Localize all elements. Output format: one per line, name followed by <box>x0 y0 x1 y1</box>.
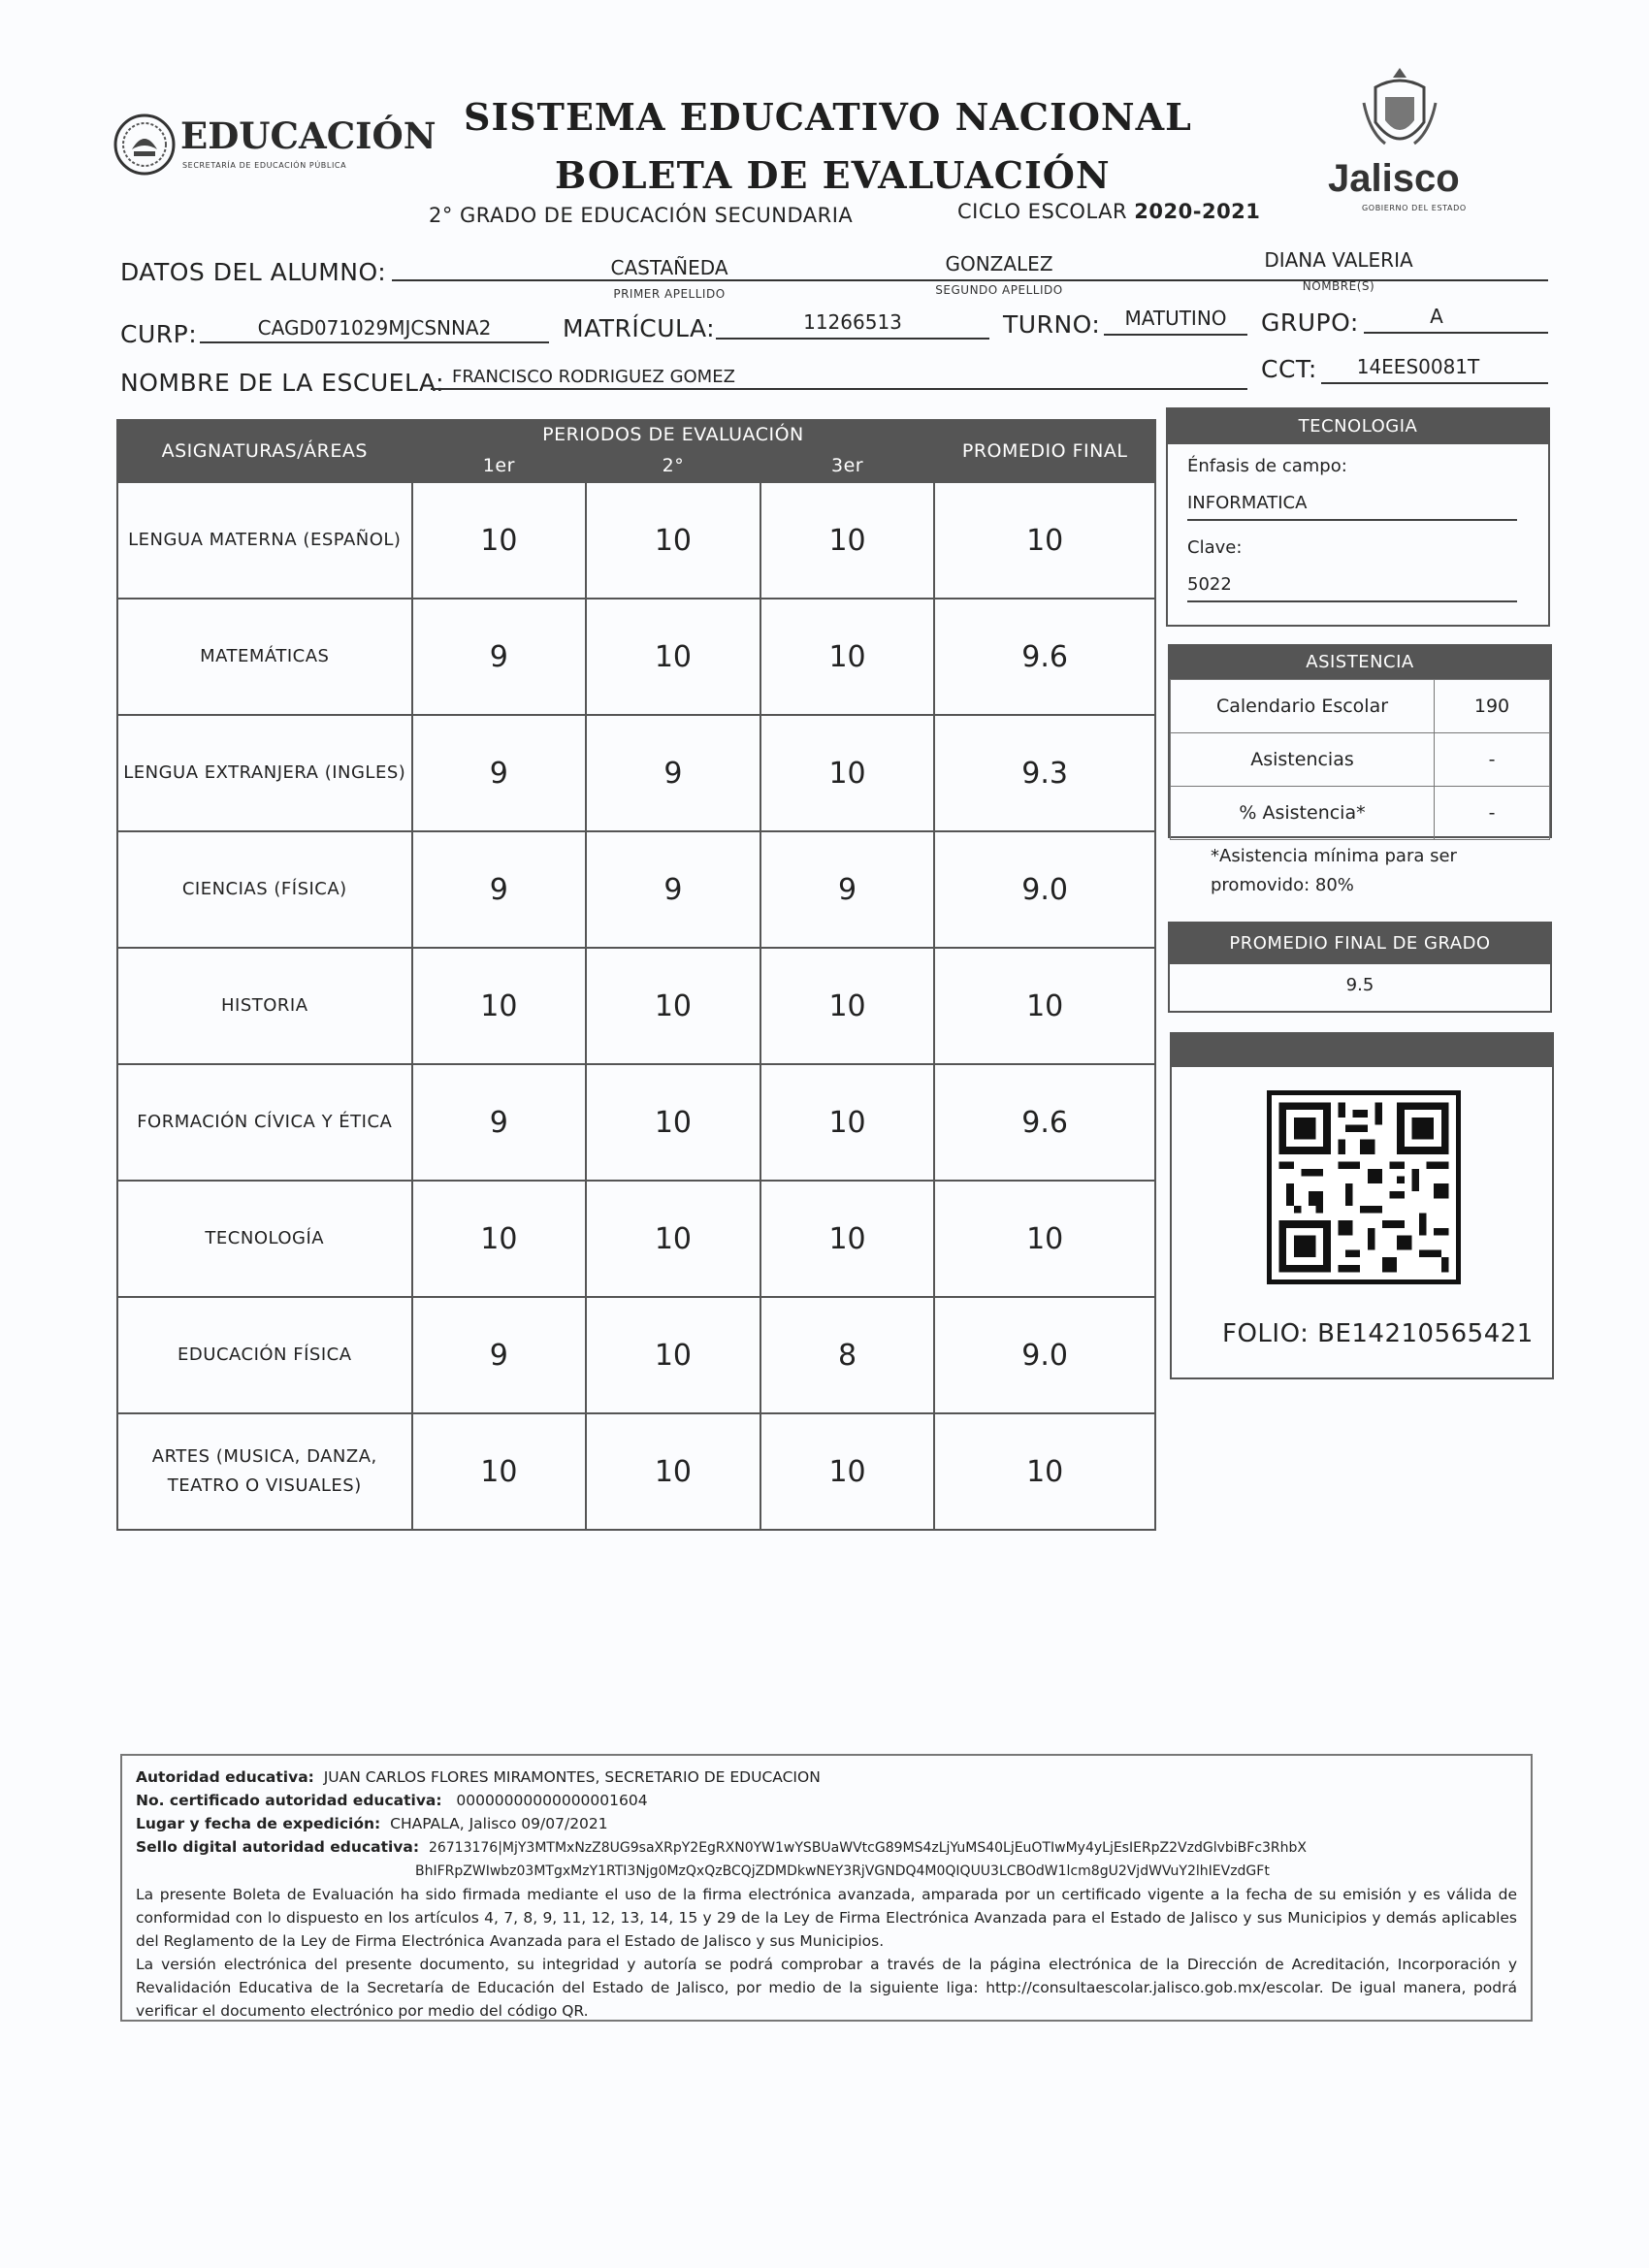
subject-name: LENGUA MATERNA (ESPAÑOL) <box>117 482 412 599</box>
attendance-row-value: - <box>1435 733 1550 787</box>
grade-period-1: 9 <box>412 599 587 715</box>
grupo-value: A <box>1430 305 1443 328</box>
final-average: 10 <box>934 948 1155 1064</box>
final-average: 9.0 <box>934 831 1155 948</box>
attendance-box-title: ASISTENCIA <box>1170 646 1550 679</box>
signature-footer <box>120 1754 1533 2022</box>
grade-period-1: 10 <box>412 482 587 599</box>
digital-seal-label: Sello digital autoridad educativa: <box>136 1838 420 1856</box>
table-row <box>1171 787 1550 840</box>
period-3-header: 3er <box>760 449 935 482</box>
mexico-eagle-seal-icon <box>113 113 177 177</box>
attendance-row-label: Calendario Escolar <box>1171 680 1435 733</box>
certificate-line <box>136 1789 1517 1812</box>
qr-code-icon <box>1272 1095 1456 1280</box>
issue-value: CHAPALA, Jalisco 09/07/2021 <box>390 1815 608 1832</box>
first-surname: CASTAÑEDA <box>610 256 728 279</box>
digital-seal-line <box>136 1835 1517 1860</box>
final-average: 10 <box>934 482 1155 599</box>
period-1-header: 1er <box>412 449 587 482</box>
grade-period-2: 9 <box>586 715 760 831</box>
grade-period-1: 10 <box>412 1413 587 1530</box>
grade-level: 2° GRADO DE EDUCACIÓN SECUNDARIA <box>429 204 854 227</box>
student-data-label: DATOS DEL ALUMNO: <box>120 258 387 286</box>
grade-period-1: 9 <box>412 715 587 831</box>
folio <box>1222 1319 1534 1348</box>
grade-period-1: 9 <box>412 831 587 948</box>
emphasis-label: Énfasis de campo: <box>1187 456 1347 476</box>
curp-label: CURP: <box>120 320 198 348</box>
grade-period-3: 10 <box>760 948 935 1064</box>
attendance-box <box>1168 644 1552 838</box>
cct-label: CCT: <box>1261 355 1317 383</box>
first-surname-label: PRIMER APELLIDO <box>613 287 726 301</box>
qr-code <box>1267 1090 1461 1284</box>
school-cycle-label: CICLO ESCOLAR <box>957 200 1128 223</box>
given-names: DIANA VALERIA <box>1264 248 1413 272</box>
school-name-label: NOMBRE DE LA ESCUELA: <box>120 369 445 397</box>
grade-period-3: 10 <box>760 1064 935 1181</box>
table-row <box>117 1413 1155 1530</box>
attendance-row-label: Asistencias <box>1171 733 1435 787</box>
jalisco-logo-subtext: GOBIERNO DEL ESTADO <box>1362 204 1467 212</box>
given-names-label: NOMBRE(S) <box>1302 279 1375 293</box>
clave-value: 5022 <box>1187 574 1517 602</box>
second-surname: GONZALEZ <box>945 252 1053 275</box>
subject-name: FORMACIÓN CÍVICA Y ÉTICA <box>117 1064 412 1181</box>
final-average: 10 <box>934 1413 1155 1530</box>
subject-name: EDUCACIÓN FÍSICA <box>117 1297 412 1413</box>
grade-period-1: 10 <box>412 948 587 1064</box>
emphasis-value: INFORMATICA <box>1187 493 1517 521</box>
cct-value: 14EES0081T <box>1356 355 1480 378</box>
grade-period-2: 10 <box>586 948 760 1064</box>
table-row <box>117 1064 1155 1181</box>
table-row <box>117 599 1155 715</box>
jalisco-logo-text: Jalisco <box>1328 157 1460 200</box>
authority-label: Autoridad educativa: <box>136 1768 314 1786</box>
sep-logo-text: EDUCACIÓN <box>180 114 436 157</box>
authority-line <box>136 1766 1517 1789</box>
grade-period-3: 10 <box>760 482 935 599</box>
table-row <box>117 715 1155 831</box>
grade-period-2: 10 <box>586 1297 760 1413</box>
grupo-label: GRUPO: <box>1261 308 1359 337</box>
technology-box-title: TECNOLOGIA <box>1168 409 1548 444</box>
authority-value: JUAN CARLOS FLORES MIRAMONTES, SECRETARIO DE EDUCACION <box>323 1768 821 1786</box>
subject-name: LENGUA EXTRANJERA (INGLES) <box>117 715 412 831</box>
grade-period-1: 9 <box>412 1064 587 1181</box>
jalisco-coat-of-arms-icon <box>1356 64 1443 157</box>
subject-name: ARTES (MUSICA, DANZA, TEATRO O VISUALES) <box>117 1413 412 1530</box>
issue-line <box>136 1812 1517 1835</box>
grade-period-2: 10 <box>586 482 760 599</box>
final-average: 9.6 <box>934 1064 1155 1181</box>
digital-seal-value-1: 26713176|MjY3MTMxNzZ8UG9saXRpY2EgRXN0YW1wYSBUaWVtcG89MS4zLjYuMS40LjEuOTIwMy4yLjEsIERpZ2VzdGlvbiBFc3RhbX <box>428 1840 1308 1856</box>
grade-period-1: 10 <box>412 1181 587 1297</box>
final-average-column-header: PROMEDIO FINAL <box>934 420 1155 482</box>
grade-period-1: 9 <box>412 1297 587 1413</box>
folio-label: FOLIO: <box>1222 1319 1310 1348</box>
certificate-value: 00000000000000001604 <box>456 1792 648 1809</box>
grade-final-average-box <box>1168 922 1552 1013</box>
school-name-value: FRANCISCO RODRIGUEZ GOMEZ <box>452 367 735 387</box>
table-row <box>117 948 1155 1064</box>
legal-paragraph-2: La versión electrónica del presente documento, su integridad y autoría se podrá comprobar a través de la página electrónica de la Dirección de Acreditación, Incorporación y Revalidación Educativa de la Secretaría de Educación del Estado de Jalisco, por medio de la siguiente liga: http://consultaescolar.jalisco.gob.mx/escolar. De igual manera, podrá verificar el documento electrónico por medio del código QR. <box>136 1956 1517 2020</box>
grade-period-3: 9 <box>760 831 935 948</box>
final-average: 9.6 <box>934 599 1155 715</box>
attendance-row-label: % Asistencia* <box>1171 787 1435 840</box>
second-surname-label: SEGUNDO APELLIDO <box>935 283 1063 297</box>
attendance-row-value: - <box>1435 787 1550 840</box>
school-cycle <box>957 200 1260 223</box>
subject-name: MATEMÁTICAS <box>117 599 412 715</box>
periods-column-header: PERIODOS DE EVALUACIÓN <box>412 420 935 449</box>
grades-table <box>116 419 1156 1531</box>
turno-label: TURNO: <box>1003 310 1101 339</box>
issue-label: Lugar y fecha de expedición: <box>136 1815 381 1832</box>
technology-box <box>1166 407 1550 627</box>
jalisco-logo <box>1319 64 1484 219</box>
grade-period-2: 10 <box>586 1064 760 1181</box>
final-average: 9.0 <box>934 1297 1155 1413</box>
qr-folio-box <box>1170 1032 1554 1379</box>
turno-value: MATUTINO <box>1124 307 1227 330</box>
period-2-header: 2° <box>586 449 760 482</box>
sep-logo <box>113 113 436 180</box>
subject-name: HISTORIA <box>117 948 412 1064</box>
certificate-label: No. certificado autoridad educativa: <box>136 1792 442 1809</box>
matricula-label: MATRÍCULA: <box>563 314 716 342</box>
grade-period-3: 10 <box>760 715 935 831</box>
grade-period-3: 10 <box>760 1181 935 1297</box>
subject-name: TECNOLOGÍA <box>117 1181 412 1297</box>
digital-seal-line-2: BhIFRpZWIwbz03MTgxMzY1RTI3Njg0MzQxQzBCQjZDMDkwNEY3RjVGNDQ4M0QIQUU3LCBOdW1lcm8gU2VjdWVuY2lhIEVzdGFt <box>415 1863 1270 1879</box>
grade-final-average-title: PROMEDIO FINAL DE GRADO <box>1170 923 1550 964</box>
grade-period-3: 10 <box>760 1413 935 1530</box>
legal-paragraph-1: La presente Boleta de Evaluación ha sido firmada mediante el uso de la firma electrónica avanzada, amparada por un certificado vigente a la fecha de su emisión y es válida de conformidad con lo dispuesto en los artículos 4, 7, 8, 9, 11, 12, 13, 14, 15 y 29 de la Ley de Firma Electrónica Avanzada para el Estado de Jalisco y sus Municipios y demás aplicables del Reglamento de la Ley de Firma Electrónica Avanzada para el Estado de Jalisco y sus Municipios. <box>136 1886 1517 1950</box>
table-row <box>117 1297 1155 1413</box>
document-title-line1: SISTEMA EDUCATIVO NACIONAL <box>464 95 1192 139</box>
table-row <box>1171 680 1550 733</box>
grade-period-3: 8 <box>760 1297 935 1413</box>
grade-period-2: 10 <box>586 1413 760 1530</box>
document-title-line2: BOLETA DE EVALUACIÓN <box>555 153 1111 197</box>
attendance-table <box>1170 679 1550 840</box>
curp-value: CAGD071029MJCSNNA2 <box>257 316 492 340</box>
matricula-value: 11266513 <box>803 310 902 334</box>
folio-value: BE14210565421 <box>1317 1319 1534 1348</box>
clave-label: Clave: <box>1187 537 1243 558</box>
grade-period-3: 10 <box>760 599 935 715</box>
table-row <box>1171 733 1550 787</box>
subject-name: CIENCIAS (FÍSICA) <box>117 831 412 948</box>
sep-logo-subtext: SECRETARÍA DE EDUCACIÓN PÚBLICA <box>182 161 347 170</box>
grade-final-average-value: 9.5 <box>1345 975 1374 995</box>
final-average: 10 <box>934 1181 1155 1297</box>
school-cycle-value: 2020-2021 <box>1134 200 1261 223</box>
table-row <box>117 1181 1155 1297</box>
table-row <box>117 482 1155 599</box>
grade-period-2: 10 <box>586 1181 760 1297</box>
grade-period-2: 9 <box>586 831 760 948</box>
attendance-note: *Asistencia mínima para ser promovido: 80% <box>1211 846 1457 895</box>
grade-period-2: 10 <box>586 599 760 715</box>
attendance-row-value: 190 <box>1435 680 1550 733</box>
final-average: 9.3 <box>934 715 1155 831</box>
table-row <box>117 831 1155 948</box>
subject-column-header: ASIGNATURAS/ÁREAS <box>117 420 412 482</box>
